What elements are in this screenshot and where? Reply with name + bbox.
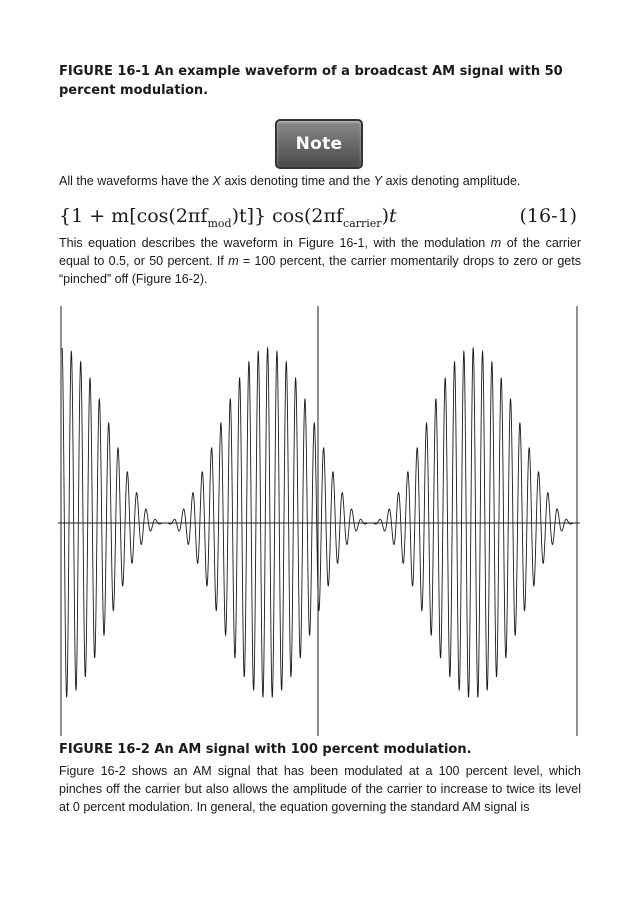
equation-variable-t: t <box>388 205 397 227</box>
note-badge <box>275 119 363 169</box>
equation-number: (16-1) <box>519 205 577 227</box>
note-text-part: All the waveforms have the <box>59 174 213 188</box>
paragraph-text-part: This equation describes the waveform in Figure 16-1, with the modulation <box>59 236 491 250</box>
equation-subscript-mod: mod <box>207 217 232 230</box>
paragraph-1 <box>59 234 581 288</box>
x-variable: X <box>212 174 221 188</box>
note-badge-label: Note <box>295 134 343 154</box>
note-text-part: axis denoting time and the <box>220 174 374 188</box>
paragraph-text-part: = 100 percent, the carrier momentarily drops to zero or gets “pinched” off (Figure 16-2). <box>59 254 581 286</box>
m-variable: m <box>228 254 239 268</box>
equation-part: {1 + m[cos(2πf <box>59 205 208 227</box>
note-text-part: axis denoting amplitude. <box>382 174 521 188</box>
note-text <box>59 172 581 190</box>
figure-1-caption: FIGURE 16-1 An example waveform of a broadcast AM signal with 50 percent modulation. <box>59 64 563 98</box>
equation-expression <box>59 205 397 230</box>
y-variable: Y <box>373 174 383 188</box>
equation-subscript-carrier: carrier <box>343 217 382 230</box>
equation-part: )t]} cos(2πf <box>231 205 344 227</box>
paragraph-text-part: of the carrier equal to 0.5, or 50 percent. If <box>59 236 581 268</box>
am-waveform-chart <box>58 306 580 736</box>
equation-part: ) <box>381 205 389 227</box>
figure-2-caption: FIGURE 16-2 An AM signal with 100 percent modulation. <box>59 742 472 757</box>
equation-16-1 <box>59 205 581 233</box>
paragraph-2: Figure 16-2 shows an AM signal that has been modulated at a 100 percent level, which pinches off the carrier but also allows the amplitude of the carrier to increase to twice its level at 0 percent modulation. In general, the equation governing the standard AM signal is <box>59 764 581 814</box>
m-variable: m <box>490 236 502 250</box>
